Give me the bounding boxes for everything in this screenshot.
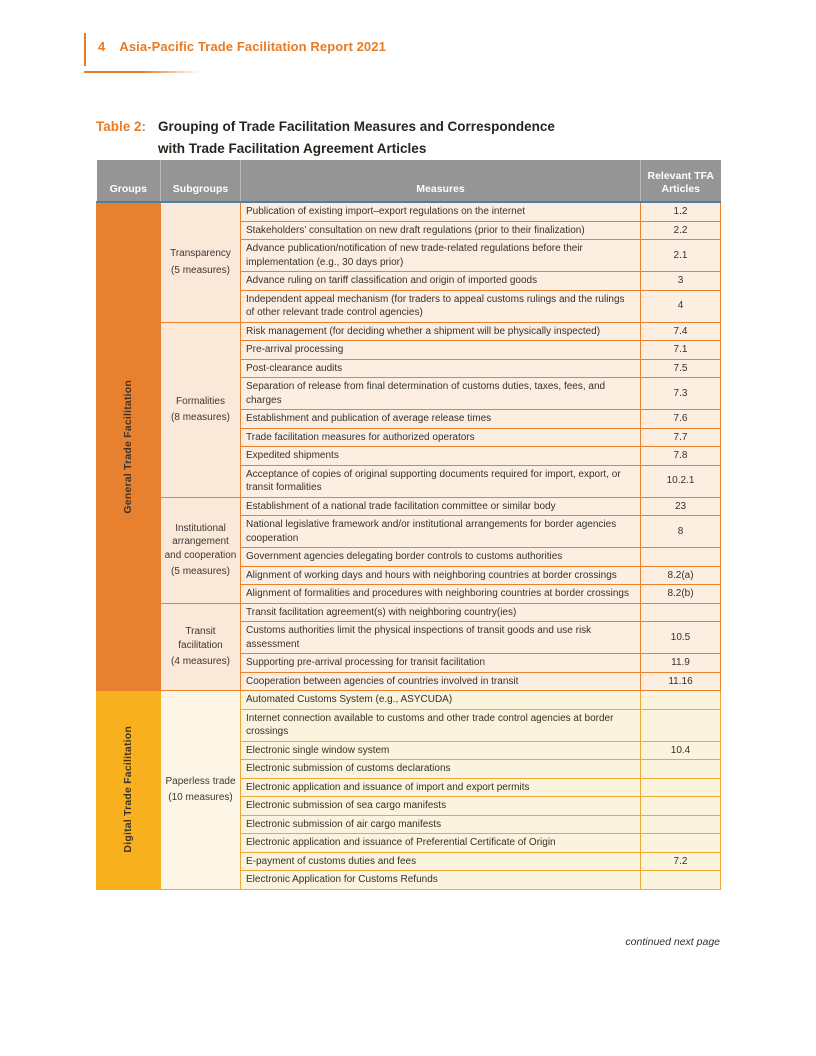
tfa-article-cell bbox=[641, 709, 721, 741]
tfa-article-cell: 8.2(b) bbox=[641, 585, 721, 604]
subgroup-measure-count: (8 measures) bbox=[171, 412, 230, 423]
tfa-article-cell: 23 bbox=[641, 497, 721, 516]
tfa-article-cell: 10.4 bbox=[641, 741, 721, 760]
column-header-tfa-articles: Relevant TFA Articles bbox=[641, 160, 721, 202]
tfa-article-cell: 4 bbox=[641, 290, 721, 322]
subgroup-measure-count: (5 measures) bbox=[171, 264, 230, 276]
tfa-article-cell: 7.7 bbox=[641, 428, 721, 447]
subgroup-measure-count: (5 measures) bbox=[171, 566, 230, 577]
tfa-article-cell: 10.5 bbox=[641, 622, 721, 654]
measure-cell: Publication of existing import–export regulations on the internet bbox=[241, 202, 641, 221]
measure-cell: Customs authorities limit the physical inspections of transit goods and use risk assessment bbox=[241, 622, 641, 654]
subgroup-name: Transparency bbox=[170, 248, 231, 260]
measure-cell: Trade facilitation measures for authorized operators bbox=[241, 428, 641, 447]
report-title: Asia-Pacific Trade Facilitation Report 2021 bbox=[119, 39, 386, 54]
measure-cell: Independent appeal mechanism (for traders to appeal customs rulings and the rulings of other relevant trade control agencies) bbox=[241, 290, 641, 322]
measure-cell: Expedited shipments bbox=[241, 447, 641, 466]
tfa-article-cell: 10.2.1 bbox=[641, 465, 721, 497]
column-header-subgroups: Subgroups bbox=[161, 160, 241, 202]
subgroup-cell bbox=[161, 691, 241, 890]
header-rule bbox=[84, 71, 200, 73]
tfa-article-cell bbox=[641, 548, 721, 567]
tfa-article-cell: 7.1 bbox=[641, 341, 721, 360]
measure-cell: Pre-arrival processing bbox=[241, 341, 641, 360]
measure-cell: National legislative framework and/or institutional arrangements for border agencies cooperation bbox=[241, 516, 641, 548]
tfa-article-cell: 7.6 bbox=[641, 410, 721, 429]
measure-cell: Electronic Application for Customs Refunds bbox=[241, 871, 641, 890]
measure-cell: Advance publication/notification of new trade-related regulations before their implementation (e.g., 30 days prior) bbox=[241, 240, 641, 272]
measure-cell: Transit facilitation agreement(s) with neighboring country(ies) bbox=[241, 603, 641, 622]
subgroup-cell bbox=[161, 322, 241, 497]
tfa-measures-table bbox=[96, 160, 721, 890]
measure-cell: Electronic application and issuance of Preferential Certificate of Origin bbox=[241, 834, 641, 853]
tfa-article-cell bbox=[641, 834, 721, 853]
subgroup-measure-count: (10 measures) bbox=[168, 792, 233, 804]
tfa-article-cell bbox=[641, 760, 721, 779]
group-cell bbox=[97, 202, 161, 691]
measure-cell: Post-clearance audits bbox=[241, 359, 641, 378]
measure-cell: Alignment of working days and hours with neighboring countries at border crossings bbox=[241, 566, 641, 585]
group-label: General Trade Facilitation bbox=[122, 379, 135, 514]
tfa-article-cell: 11.16 bbox=[641, 672, 721, 691]
measure-cell: Stakeholders’ consultation on new draft regulations (prior to their finalization) bbox=[241, 221, 641, 240]
tfa-article-cell: 7.3 bbox=[641, 378, 721, 410]
tfa-article-cell: 7.4 bbox=[641, 322, 721, 341]
tfa-article-cell: 2.1 bbox=[641, 240, 721, 272]
measure-cell: Electronic submission of sea cargo manifests bbox=[241, 797, 641, 816]
measure-cell: Establishment of a national trade facilitation committee or similar body bbox=[241, 497, 641, 516]
tfa-article-cell: 7.2 bbox=[641, 852, 721, 871]
table-title bbox=[96, 116, 555, 161]
measure-cell: Internet connection available to customs and other trade control agencies at border crossings bbox=[241, 709, 641, 741]
subgroup-name: Paperless trade bbox=[165, 775, 236, 787]
tfa-article-cell bbox=[641, 815, 721, 834]
tfa-article-cell bbox=[641, 797, 721, 816]
subgroup-measure-count: (4 measures) bbox=[171, 656, 230, 667]
subgroup-name: Formalities bbox=[176, 395, 225, 407]
table-label: Table 2: bbox=[96, 119, 147, 134]
measure-cell: Electronic submission of air cargo manifests bbox=[241, 815, 641, 834]
table-header-row bbox=[97, 160, 721, 202]
tfa-article-cell: 2.2 bbox=[641, 221, 721, 240]
column-header-measures: Measures bbox=[241, 160, 641, 202]
running-header bbox=[84, 33, 386, 66]
table-row bbox=[97, 691, 721, 710]
tfa-article-cell bbox=[641, 871, 721, 890]
table-row bbox=[97, 322, 721, 341]
table-title-line1: Grouping of Trade Facilitation Measures and Correspondence bbox=[158, 119, 555, 134]
tfa-article-cell bbox=[641, 778, 721, 797]
measure-cell: Acceptance of copies of original supporting documents required for import, export, or transit formalities bbox=[241, 465, 641, 497]
tfa-article-cell bbox=[641, 691, 721, 710]
measure-cell: Government agencies delegating border controls to customs authorities bbox=[241, 548, 641, 567]
group-label: Digital Trade Facilitation bbox=[122, 726, 135, 854]
measure-cell: Risk management (for deciding whether a shipment will be physically inspected) bbox=[241, 322, 641, 341]
tfa-article-cell: 7.8 bbox=[641, 447, 721, 466]
table-title-line2: with Trade Facilitation Agreement Articles bbox=[158, 141, 427, 157]
subgroup-name: Institutional arrangement and cooperation bbox=[164, 522, 237, 561]
table-row bbox=[97, 202, 721, 221]
tfa-article-cell: 11.9 bbox=[641, 654, 721, 673]
page-number: 4 bbox=[98, 39, 106, 54]
tfa-article-cell: 1.2 bbox=[641, 202, 721, 221]
measure-cell: Electronic submission of customs declarations bbox=[241, 760, 641, 779]
tfa-article-cell: 3 bbox=[641, 272, 721, 291]
measure-cell: Establishment and publication of average release times bbox=[241, 410, 641, 429]
measure-cell: Supporting pre-arrival processing for transit facilitation bbox=[241, 654, 641, 673]
table-body bbox=[97, 202, 721, 889]
subgroup-cell bbox=[161, 497, 241, 603]
subgroup-name: Transit facilitation bbox=[178, 626, 223, 651]
table-row bbox=[97, 497, 721, 516]
column-header-groups: Groups bbox=[97, 160, 161, 202]
measure-cell: Separation of release from final determination of customs duties, taxes, fees, and charges bbox=[241, 378, 641, 410]
continued-note: continued next page bbox=[625, 936, 720, 948]
measure-cell: E-payment of customs duties and fees bbox=[241, 852, 641, 871]
measure-cell: Automated Customs System (e.g., ASYCUDA) bbox=[241, 691, 641, 710]
measure-cell: Cooperation between agencies of countries involved in transit bbox=[241, 672, 641, 691]
tfa-article-cell: 8 bbox=[641, 516, 721, 548]
table-row bbox=[97, 603, 721, 622]
group-cell bbox=[97, 691, 161, 890]
measure-cell: Electronic application and issuance of import and export permits bbox=[241, 778, 641, 797]
measure-cell: Advance ruling on tariff classification and origin of imported goods bbox=[241, 272, 641, 291]
subgroup-cell bbox=[161, 603, 241, 691]
tfa-article-cell: 8.2(a) bbox=[641, 566, 721, 585]
subgroup-cell bbox=[161, 202, 241, 322]
tfa-article-cell bbox=[641, 603, 721, 622]
tfa-article-cell: 7.5 bbox=[641, 359, 721, 378]
measure-cell: Electronic single window system bbox=[241, 741, 641, 760]
measure-cell: Alignment of formalities and procedures with neighboring countries at border crossings bbox=[241, 585, 641, 604]
